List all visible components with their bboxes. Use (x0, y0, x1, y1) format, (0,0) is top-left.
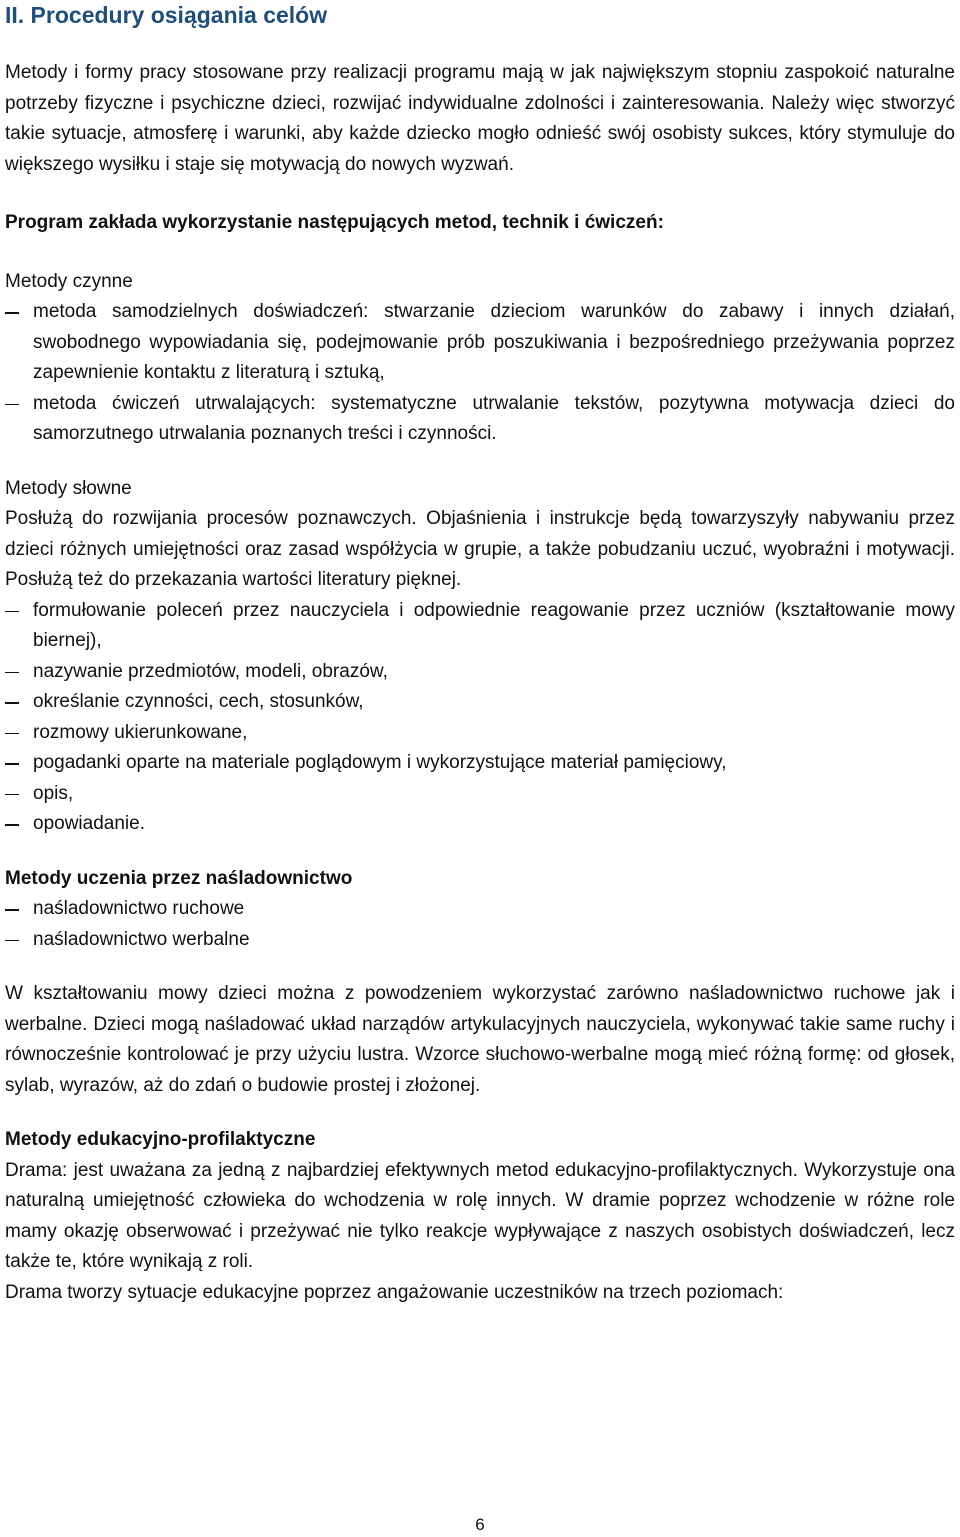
active-methods-list (5, 297, 955, 450)
verbal-methods-heading: Metody słowne (5, 477, 132, 499)
drama-levels-paragraph: Drama tworzy sytuacje edukacyjne poprzez angażowanie uczestników na trzech poziomach: (5, 1281, 784, 1303)
imitation-paragraph: W kształtowaniu mowy dzieci można z powodzeniem wykorzystać zarówno naśladownictwo ruchowe jak i werbalne. Dzieci mogą naśladować układ narządów artykulacyjnych nauczyciela, wykonywać takie same ruchy i równocześnie kontrolować je przy użyciu lustra. Wzorce słuchowo-werbalne mogą mieć różną formę: od głosek, sylab, wyrazów, aż do zdań o budowie prostej i złożonej. (5, 983, 955, 1096)
spacer (5, 840, 955, 864)
document-page (5, 0, 955, 1308)
drama-paragraph: Drama: jest uważana za jedną z najbardziej efektywnych metod edukacyjno-profilaktycznych. Wykorzystuje ona naturalną umiejętność człowieka do wchodzenia w rolę innych. W dramie poprzez wchodzenie w różne role mamy okazję obserwować i przeżywać nie tylko reakcje wypływające z naszych osobistych doświadczeń, lecz także te, które wynikają z roli. (5, 1159, 955, 1272)
intro-paragraph: Metody i formy pracy stosowane przy realizacji programu mają w jak największym stopniu zaspokoić naturalne potrzeby fizyczne i psychiczne dzieci, rozwijać indywidualne zdolności i zainteresowania. Należy więc stworzyć takie sytuacje, atmosferę i warunki, aby każde dziecko mogło odnieść swój osobisty sukces, który stymuluje do większego wysiłku i staje się motywacją do nowych wyzwań. (5, 62, 955, 175)
verbal-methods-list (5, 596, 955, 840)
program-heading: Program zakłada wykorzystanie następujących metod, technik i ćwiczeń: (5, 212, 664, 233)
active-methods-heading: Metody czynne (5, 270, 133, 292)
list-item: naśladownictwo ruchowe (5, 894, 955, 925)
imitation-methods-heading: Metody uczenia przez naśladownictwo (5, 867, 353, 889)
list-item: naśladownictwo werbalne (5, 925, 955, 956)
list-item: pogadanki oparte na materiale poglądowym i wykorzystujące materiał pamięciowy, (5, 748, 955, 779)
list-item: rozmowy ukierunkowane, (5, 718, 955, 749)
list-item: nazywanie przedmiotów, modeli, obrazów, (5, 657, 955, 688)
list-item: opis, (5, 779, 955, 810)
edu-methods-heading: Metody edukacyjno-profilaktyczne (5, 1129, 316, 1150)
list-item: metoda ćwiczeń utrwalających: systematyczne utrwalanie tekstów, pozytywna motywacja dzieci do samorzutnego utrwalania poznanych treści i czynności. (5, 389, 955, 450)
spacer (5, 30, 955, 58)
spacer (5, 955, 955, 979)
list-item: metoda samodzielnych doświadczeń: stwarzanie dzieciom warunków do zabawy i innych działań, swobodnego wypowiadania się, podejmowanie prób poszukiwania i bezpośredniego przeżywania poprzez zapewnienie kontaktu z literaturą i sztuką, (5, 297, 955, 389)
verbal-methods-paragraph: Posłużą do rozwijania procesów poznawczych. Objaśnienia i instrukcje będą towarzyszyły nabywaniu przez dzieci różnych umiejętności oraz zasad współżycia w grupie, a także pobudzaniu uczuć, wyobraźni i motywacji. Posłużą też do przekazania wartości literatury pięknej. (5, 508, 955, 590)
list-item: określanie czynności, cech, stosunków, (5, 687, 955, 718)
section-title: II. Procedury osiągania celów (5, 2, 328, 28)
list-item: formułowanie poleceń przez nauczyciela i odpowiednie reagowanie przez uczniów (kształtowanie mowy biernej), (5, 596, 955, 657)
spacer (5, 239, 955, 267)
imitation-methods-list (5, 894, 955, 955)
spacer (5, 180, 955, 208)
spacer (5, 1101, 955, 1125)
page-number: 6 (475, 1515, 485, 1534)
spacer (5, 450, 955, 474)
list-item: opowiadanie. (5, 809, 955, 840)
